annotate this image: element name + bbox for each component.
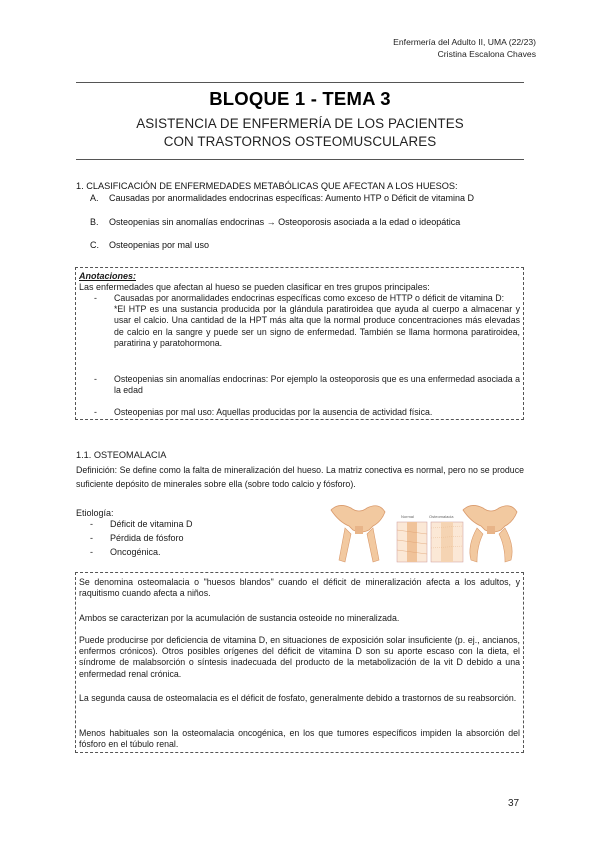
annotation-text: Causadas por anormalidades endocrinas específicas como exceso de HTTP o déficit de vitamina D: [114, 293, 505, 303]
notes-paragraph: La segunda causa de osteomalacia es el déficit de fosfato, generalmente debido a trastornos de su reabsorción. [79, 693, 517, 703]
page-title: BLOQUE 1 - TEMA 3 [209, 88, 391, 109]
annotation-text: Osteopenias por mal uso: Aquellas producidas por la ausencia de actividad física. [114, 407, 433, 417]
figure-label-normal: Normal [401, 514, 414, 519]
notes-paragraph: Se denomina osteomalacia o "huesos blandos" cuando el déficit de mineralización afecta a los adultos, y raquitismo cuando afecta a niños. [79, 577, 520, 599]
item-text: Osteopenias sin anomalías endocrinas → Osteoporosis asociada a la edad o ideopática [109, 217, 461, 227]
etiology-text: Déficit de vitamina D [110, 519, 193, 529]
item-text: Causadas por anormalidades endocrinas específicas: Aumento HTP o Déficit de vitamina D [109, 193, 475, 203]
classification-item-c [90, 240, 209, 250]
annotations-box [75, 267, 524, 420]
classification-item-b [90, 217, 460, 227]
figure-label-osteomalacia: Osteomalacia [429, 514, 454, 519]
top-rule [76, 82, 524, 83]
subtitle-line-1: ASISTENCIA DE ENFERMERÍA DE LOS PACIENTES [136, 116, 464, 131]
item-letter: A. [90, 193, 99, 203]
page-header [393, 36, 536, 60]
section-1-1-heading: 1.1. OSTEOMALACIA [76, 450, 167, 460]
notes-paragraph: Ambos se caracterizan por la acumulación de sustancia osteoide no mineralizada. [79, 613, 400, 623]
etiology-text: Pérdida de fósforo [110, 533, 184, 543]
normal-bone-panel [397, 514, 427, 562]
annotations-title: Anotaciones: [79, 271, 137, 281]
etiology-text: Oncogénica. [110, 547, 161, 557]
annotations-intro: Las enfermedades que afectan al hueso se pueden clasificar en tres grupos principales: [79, 282, 430, 292]
etiology-item: - Pérdida de fósforo [90, 533, 184, 543]
item-letter: C. [90, 240, 99, 250]
header-course: Enfermería del Adulto II, UMA (22/23) [393, 37, 536, 47]
notes-paragraph: Puede producirse por deficiencia de vitamina D, en situaciones de exposición solar insuficiente (p. ej., ancianos, enfermos crónicos). Otros posibles orígenes del déficit de vitamina D son su aporte escaso con la dieta, el síndrome de malabsorción o síntesis inadecuada del producto de la metabolización de la vit D debido a una enfermedad renal crónica. [79, 635, 520, 679]
header-author: Cristina Escalona Chaves [437, 49, 536, 59]
annotation-item-2 [94, 374, 520, 396]
etiology-label: Etiología: [76, 508, 114, 518]
dash-bullet: - [94, 293, 97, 303]
subtitle-line-2: CON TRASTORNOS OSTEOMUSCULARES [163, 133, 437, 149]
osteomalacia-notes-box [75, 572, 524, 753]
annotation-item-1 [94, 293, 520, 349]
definition-paragraph: Definición: Se define como la falta de mineralización del hueso. La matriz conectiva es normal, pero no se produce suficiente depósito de minerales sobre ella (sobre todo calcio y fósforo). [76, 465, 524, 489]
etiology-item: - Oncogénica. [90, 547, 161, 557]
dash-bullet: - [94, 374, 97, 384]
bottom-rule [76, 159, 524, 160]
pelvis-normal-illustration [331, 505, 385, 562]
annotation-note: *El HTP es una sustancia producida por la glándula paratiroidea que ayuda al cuerpo a almacenar y usar el calcio. Una cantidad de la HPT más alta que la normal produce concentraciones más elevadas de calcio en la sangre y puede ser un signo de enfermedad. También se llama hormona paratiroidea, paratirina y paratohormona. [114, 304, 520, 348]
osteomalacia-bone-panel [429, 514, 463, 562]
osteomalacia-figure [321, 500, 520, 568]
etiology-item: - Déficit de vitamina D [90, 519, 193, 529]
page-subtitle [0, 115, 600, 150]
annotation-text: Osteopenias sin anomalías endocrinas: Por ejemplo la osteoporosis que es una enfermedad asociada a la edad [114, 374, 520, 396]
dash-bullet: - [94, 407, 97, 417]
page-number: 37 [508, 798, 520, 809]
item-text: Osteopenias por mal uso [109, 240, 210, 250]
notes-paragraph: Menos habituales son la osteomalacia oncogénica, en los que tumores específicos impiden la absorción del fósforo en el túbulo renal. [79, 728, 520, 750]
section-1-heading: 1. CLASIFICACIÓN DE ENFERMEDADES METABÓLICAS QUE AFECTAN A LOS HUESOS: [76, 181, 458, 191]
annotation-item-3 [94, 407, 520, 418]
item-letter: B. [90, 217, 99, 227]
classification-item-a [90, 193, 474, 203]
pelvis-osteomalacia-illustration [463, 505, 517, 562]
